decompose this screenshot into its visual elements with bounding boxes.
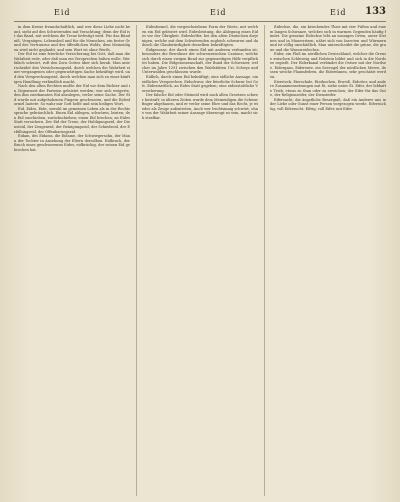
paragraph: Eidlich, durch einen Eid bekräftigt; eine eidliche Aussage, ein eidliches Versprechen. Eidschwur, der feierliche Schwur bei Gott. Eidesstattlich, an Eides Statt gegeben; eine eidesstattliche Versicherung. bbox=[142, 75, 258, 93]
paragraph: Eid, Eides, Eide, sowohl im gemeinen Leben als in der Rechtssprache gebräuchlich. Einen Eid ablegen, schwören, leisten; den Eid zuschieben, zurückschieben; einen Eid brechen; an Eides Statt versichern. Der Eid der Treue, der Huldigungseid, der Diensteid, der Zeugeneid, der Reinigungseid, der Schiedseid, der Erfüllungseid, der Offenbarungseid. bbox=[14, 106, 130, 134]
paragraph: Eierstock, Eierschale, Eierkuchen, Eiweiß, Eidotter, und andere Zusammensetzungen mit Ei, siehe unter Ei. Eifer, der lebhafte Trieb, etwas zu thun oder zu erreichen; der Eifer für das Gute, der Religionseifer, der Diensteifer. bbox=[270, 79, 386, 98]
header-rule bbox=[14, 21, 386, 22]
column-3 bbox=[264, 25, 386, 496]
paragraph: Eidgenosse, der durch einen Eid mit anderen verbunden ist; besonders die Bewohner der schweizerischen Cantone, welche sich durch einen ewigen Bund zur gegenseitigen Hilfe verpflichtet haben. Die Eidgenossenschaft, der Bund der Schweizer, welcher im Jahre 1291 zwischen den Waldstätten Uri, Schwyz und Unterwalden geschlossen wurde. bbox=[142, 47, 258, 75]
paragraph: Der falsche Eid oder Meineid wird nach allen Gesetzen schwer bestraft; in älteren Zeiten wurde dem Meineidigen die Schwurfinger abgehauen, und er verlor seine Ehre und das Recht, je wieder als Zeuge aufzutreten. Auch wer leichtsinnig schwört, ohne von der Wahrheit seiner Aussage überzeugt zu sein, macht sich strafbar. bbox=[142, 93, 258, 120]
paragraph: Eidesformel, die vorgeschriebene Form der Worte, mit welchen ein Eid geleistet wird. Eidesleistung, die Ablegung eines Eides vor der Obrigkeit. Eideshelfer, bei den alten Deutschen diejenigen, welche mit dem Schwörenden zugleich schwuren und dadurch die Glaubwürdigkeit desselben bekräftigten. bbox=[142, 25, 258, 48]
paragraph: Nach den alten Rechten mußte der Eid vor dem Richter und in Gegenwart der Parteien geleistet werden; wer sich weigerte, den ihm zuerkannten Eid abzulegen, verlor seine Sache. Der Eid wurde mit aufgehobenen Fingern geschworen, und die Eidesformel lautete: So wahr mir Gott helfe und sein heiliges Wort. bbox=[14, 84, 130, 107]
page-number: 133 bbox=[365, 6, 386, 17]
running-header bbox=[14, 6, 386, 20]
paragraph: Eifersucht, die ängstliche Besorgniß, daß ein Anderer uns in der Liebe oder Gunst einer Person vorgezogen werde. Eifersüchtig, voll Eifersucht. Eifrig, voll Eifer, mit Eifer. bbox=[270, 97, 386, 111]
paragraph: Eider, ein Fluß im nördlichen Deutschland, welcher die Grenze zwischen Schleswig und Holstein bildet und sich in die Nordsee ergießt. Der Eiderkanal verbindet die Ostsee mit der Nordsee. Eidergans, Eiderente, ein Seevogel der nördlichen Meere, dessen weiche Flaumfedern, die Eiderdunen, sehr geschätzt werden. bbox=[270, 52, 386, 80]
header-center: Eid bbox=[210, 8, 227, 17]
column-1 bbox=[14, 25, 130, 496]
paragraph: Eidechse, die, ein kriechendes Thier mit vier Füßen und einem langen Schwanze, welches sich in warmen Gegenden häufig findet. Die gemeine Eidechse lebt an sonnigen Orten, unter Steinen und in Mauerritzen, nährt sich von Insecten und Würmern und ist völlig unschädlich. Man unterscheidet die grüne, die graue und die Wassereidechse. bbox=[270, 25, 386, 52]
paragraph: Der Eid ist eine feierliche Versicherung bei Gott, daß man die Wahrheit rede, oder daß man ein Versprechen halten wolle. Wer falsch schwört, ruft den Zorn Gottes über sich herab. Man unterscheidet den Versicherungseid, durch welchen die Wahrheit einer vergangenen oder gegenwärtigen Sache bekräftigt wird, und den Versprechungseid, durch welchen man sich zu einer künftigen Handlung verbindlich macht. bbox=[14, 52, 130, 84]
text-columns bbox=[14, 25, 386, 496]
header-right: Eid bbox=[330, 8, 347, 17]
header-left: Eid bbox=[54, 8, 71, 17]
paragraph: Eidam, des Eidams, die Eidame, der Schwiegersohn, der Mann der Tochter in Ansehung der Eltern derselben. Eidbruch, der Bruch eines geschworenen Eides; eidbrüchig, der seinen Eid gebrochen hat. bbox=[14, 134, 130, 152]
paragraph: in dem Kreise freundschaftlich, und wer diese Liebe nicht kennt, sieht auf den Schwörenden mit Verachtung; denn der Eid ist das Band, mit welchem die Treue befestigt wird. Für das Bündniß, Vergnügen, Lebensheil und für die Menschen, ein fester Grund des Vertrauens und des öffentlichen Wohls; dem Meineidigen wird nicht geglaubt, und sein Wort ist ohne Werth. bbox=[14, 25, 130, 52]
column-2 bbox=[136, 25, 258, 496]
